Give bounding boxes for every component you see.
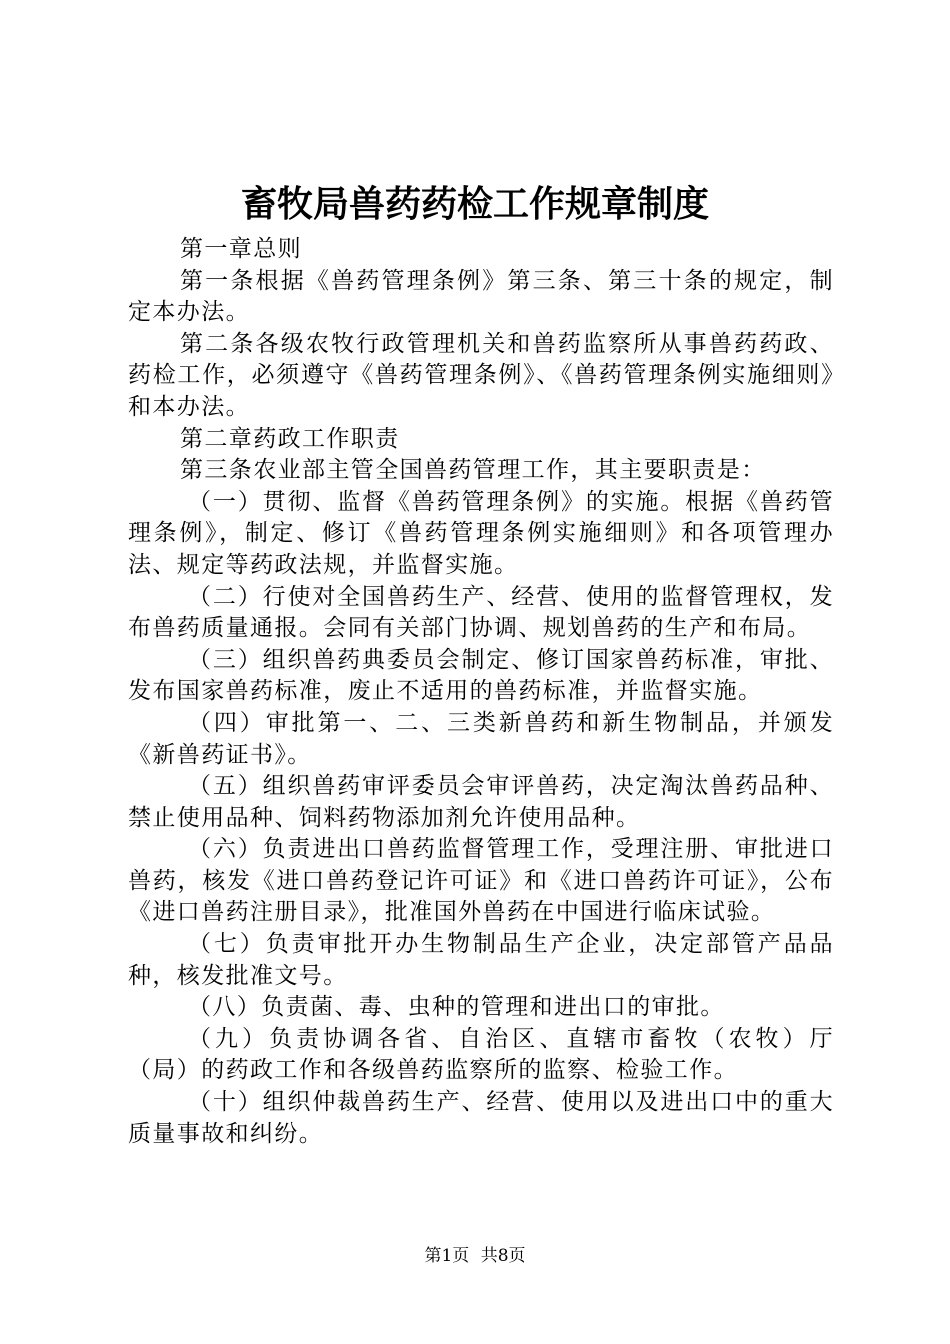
list-item-paragraph: （三）组织兽药典委员会制定、修订国家兽药标准，审批、发布国家兽药标准，废止不适用的兽药标准，并监督实施。 [128, 646, 834, 705]
article-paragraph: 第二条各级农牧行政管理机关和兽药监察所从事兽药药政、药检工作，必须遵守《兽药管理条例》、《兽药管理条例实施细则》和本办法。 [128, 330, 834, 420]
list-item-paragraph: （九）负责协调各省、自治区、直辖市畜牧（农牧）厅（局）的药政工作和各级兽药监察所的监察、检验工作。 [128, 1025, 834, 1084]
list-item-paragraph: （四）审批第一、二、三类新兽药和新生物制品，并颁发《新兽药证书》。 [128, 709, 834, 768]
chapter-heading: 第二章药政工作职责 [180, 425, 400, 452]
list-item-paragraph: （八）负责菌、毒、虫种的管理和进出口的审批。 [188, 994, 725, 1021]
document-title: 畜牧局兽药药检工作规章制度 [240, 184, 709, 225]
page-footer [0, 1244, 950, 1268]
page-number: 第1页 [424, 1246, 470, 1266]
list-item-paragraph: （五）组织兽药审评委员会审评兽药，决定淘汰兽药品种、禁止使用品种、饲料药物添加剂允许使用品种。 [128, 773, 834, 831]
article-paragraph: 第三条农业部主管全国兽药管理工作，其主要职责是： [180, 457, 766, 484]
chapter-heading: 第一章总则 [180, 236, 302, 262]
list-item-paragraph: （七）负责审批开办生物制品生产企业，决定部管产品品种，核发批准文号。 [128, 931, 834, 989]
page-total: 共8页 [480, 1246, 526, 1266]
list-item-paragraph: （一）贯彻、监督《兽药管理条例》的实施。根据《兽药管理条例》，制定、修订《兽药管理条例实施细则》和各项管理办法、规定等药政法规，并监督实施。 [128, 488, 834, 578]
list-item-paragraph: （十）组织仲裁兽药生产、经营、使用以及进出口中的重大质量事故和纠纷。 [128, 1089, 834, 1147]
list-item-paragraph: （二）行使对全国兽药生产、经营、使用的监督管理权，发布兽药质量通报。会同有关部门协调、规划兽药的生产和布局。 [128, 583, 834, 642]
document-body [128, 234, 834, 1150]
list-item-paragraph: （六）负责进出口兽药监督管理工作，受理注册、审批进口兽药，核发《进口兽药登记许可证》和《进口兽药许可证》，公布《进口兽药注册目录》，批准国外兽药在中国进行临床试验。 [128, 836, 834, 926]
article-paragraph: 第一条根据《兽药管理条例》第三条、第三十条的规定，制定本办法。 [128, 267, 834, 326]
